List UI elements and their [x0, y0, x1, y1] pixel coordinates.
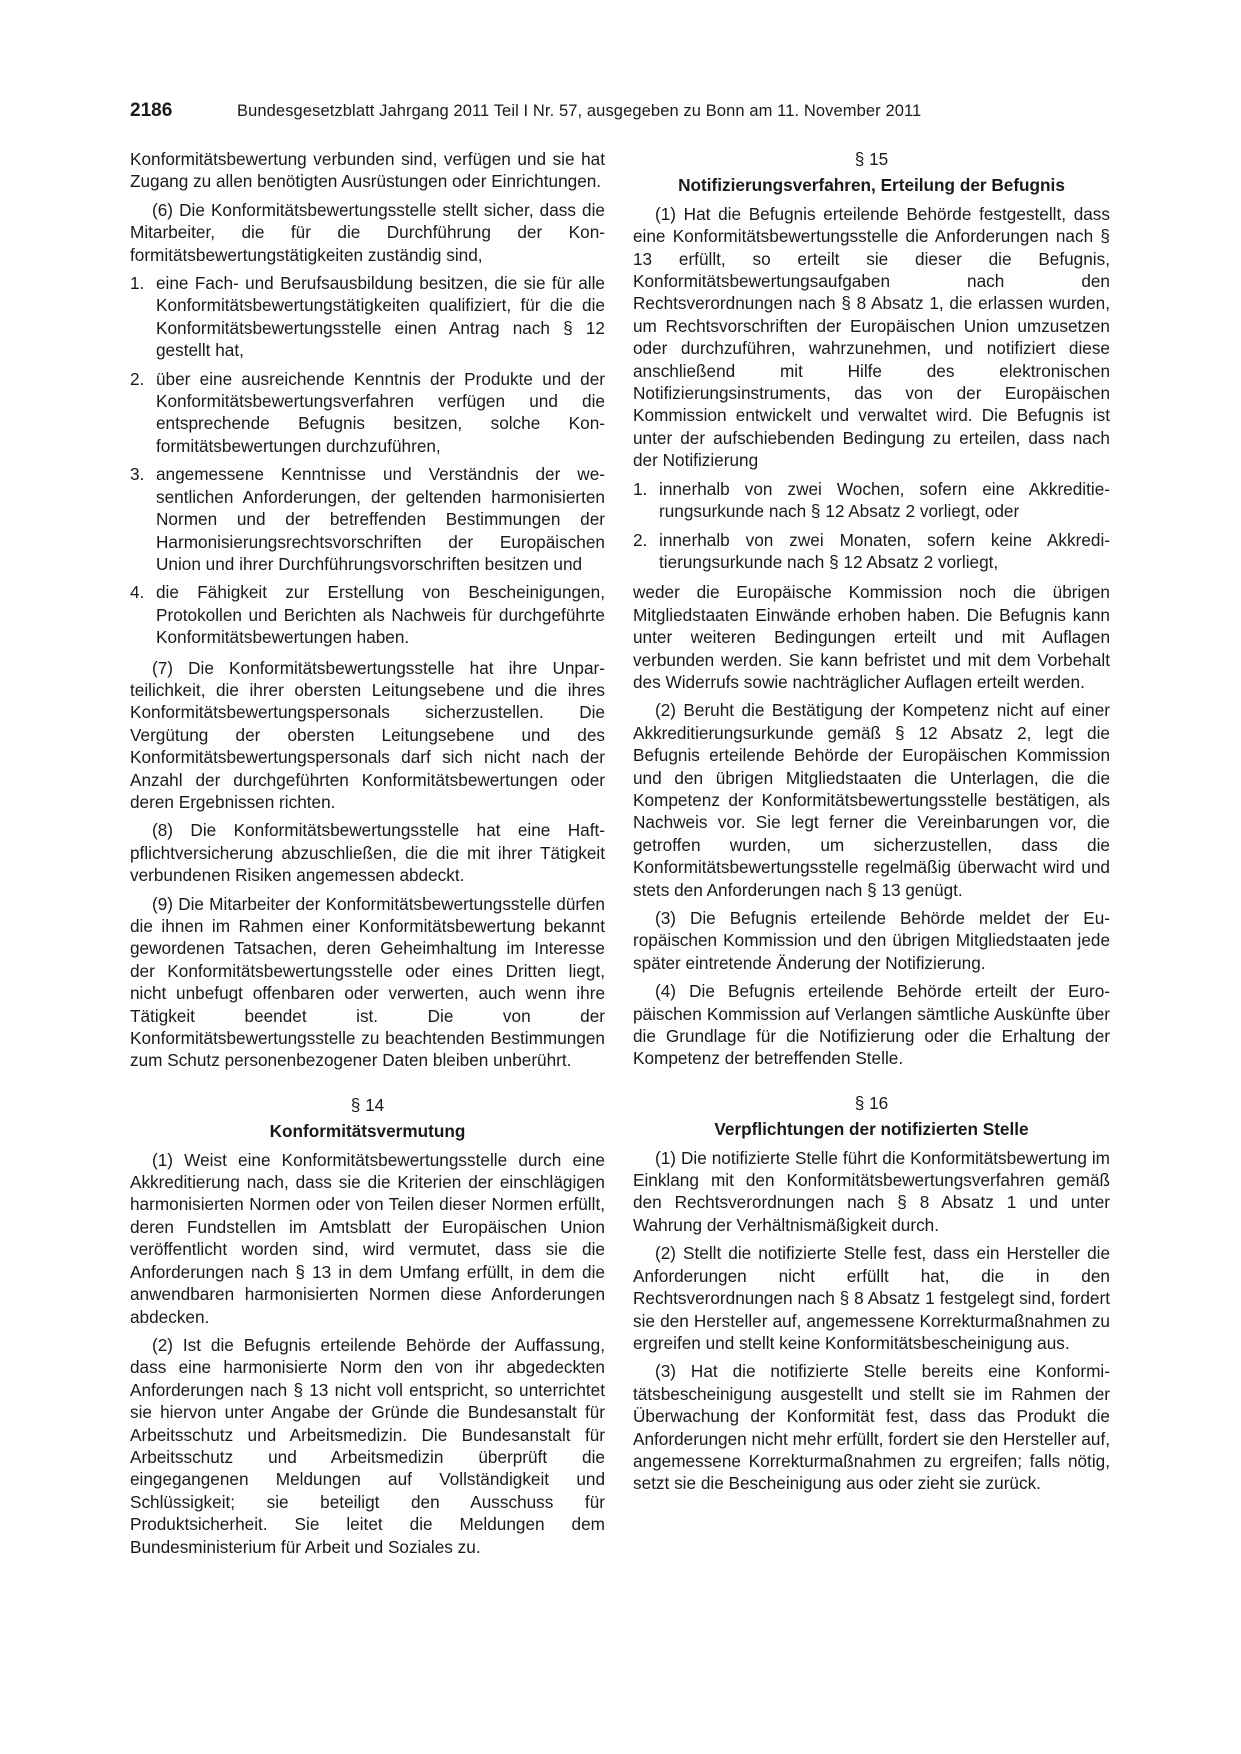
section-16-paragraph-3: (3) Hat die notifizierte Stelle bereits eine Konformitätsbescheinigung ausgestellt und stellt sie im Rahmen der Überwachung der Konformität fest, dass das Produkt die Anforderungen nicht mehr erfüllt, fordert sie den Hersteller auf, angemessene Korrekturmaßnahmen zu ergreifen; falls nötig, setzt sie die Bescheinigung aus oder zieht sie zurück.	[633, 1361, 1110, 1494]
section-16-number: § 16	[854, 1092, 889, 1113]
paragraph-9: (9) Die Mitarbeiter der Konformitätsbewertungsstelle dürfen die ihnen im Rahmen einer Konformitätsbewertung bekannt gewordenen Tatsachen, deren Geheimhaltung im Interesse der Konformitätsbewertungsstelle oder eines Dritten liegt, nicht unbefugt offenbaren oder verwerten, auch wenn ihre Tätigkeit beendet ist. Die von der Konformitätsbewertungsstelle zu beachtenden Bestimmungen zum Schutz personenbezogener Daten bleiben unberührt.	[130, 893, 605, 1071]
list-number: 2.	[130, 368, 145, 389]
list-item	[130, 272, 605, 362]
list-text: innerhalb von zwei Wochen, sofern eine Akkreditierungsurkunde nach § 12 Absatz 2 vorliegt, oder	[659, 478, 1110, 522]
section-15-paragraph-3: (3) Die Befugnis erteilende Behörde meldet der Europäischen Kommission und den übrigen Mitgliedstaaten jede später eintretende Änderung der Notifizierung.	[633, 908, 1110, 973]
left-column	[130, 148, 605, 1564]
paragraph-6-intro: (6) Die Konformitätsbewertungsstelle stellt sicher, dass die Mitarbeiter, die für die Durchführung der Konformitätsbewertungstätigkeiten zuständig sind,	[130, 199, 605, 265]
section-16-paragraph-2: (2) Stellt die notifizierte Stelle fest, dass ein Hersteller die Anforderungen nicht erfüllt hat, die in den Rechtsverordnungen nach § 8 Absatz 1 festgelegt sind, fordert sie den Hersteller auf, angemessene Korrekturmaßnahmen zu ergreifen und stellt keine Konformitätsbescheinigung aus.	[633, 1243, 1110, 1353]
list-text: angemessene Kenntnisse und Verständnis der wesentlichen Anforderungen, der geltenden harmonisierten Normen und der betreffenden Bestimmungen der Harmonisierungsrechtsvorschriften der Europäischen Union und ihrer Durchführungsvorschriften besitzen und	[156, 464, 605, 574]
list-text: eine Fach- und Berufsausbildung besitzen, die sie für alle Konformitätsbewertungstätigkeiten qualifiziert, für die die Konformitätsbewertungsstelle einen Antrag nach § 12 gestellt hat,	[156, 273, 605, 361]
section-14-paragraph-1: (1) Weist eine Konformitätsbewertungsstelle durch eine Akkreditierung nach, dass sie die Kriterien der einschlägigen harmonisierten Normen oder von Teilen dieser Normen erfüllt, deren Fundstellen im Amtsblatt der Europäischen Union veröffentlicht worden sind, wird vermutet, dass sie die Anforderungen nach § 13 in dem Umfang erfüllt, in dem die anwendbaren harmonisierten Normen diese Anforderungen abdecken.	[130, 1149, 605, 1327]
page-header	[130, 100, 1110, 130]
section-15-paragraph-1-continuation: weder die Europäische Kommission noch die übrigen Mitgliedstaaten Einwände erhoben haben. Die Befugnis kann unter weiteren Bedingungen erteilt und mit Auflagen verbunden werden. Sie kann befristet und mit dem Vorbehalt des Widerrufs sowie nachträglicher Auflagen erteilt werden.	[633, 582, 1110, 692]
list-text: innerhalb von zwei Monaten, sofern keine Akkreditierungsurkunde nach § 12 Absatz 2 vorliegt,	[659, 529, 1110, 572]
paragraph-8: (8) Die Konformitätsbewertungsstelle hat eine Haftpflichtversicherung abzuschließen, die die mit ihrer Tätigkeit verbundenen Risiken angemessen abdeckt.	[130, 820, 605, 886]
list-number: 4.	[130, 582, 145, 603]
list-text: die Fähigkeit zur Erstellung von Bescheinigungen, Protokollen und Berichten als Nachweis für durchgeführte Konformitätsbewertungen haben.	[156, 582, 605, 648]
list-item	[633, 478, 1110, 523]
list-number: 1.	[130, 273, 145, 294]
page-number: 2186	[130, 100, 173, 121]
list-number: 2.	[633, 529, 648, 550]
paragraph-6-list	[130, 272, 605, 649]
paragraph-7: (7) Die Konformitätsbewertungsstelle hat ihre Unparteilichkeit, die ihrer obersten Leitungsebene und die ihres Konformitätsbewertungspersonals sicherzustellen. Die Vergütung der obersten Leitungsebene und des Konformitätsbewertungspersonals darf sich nicht nach der Anzahl der durchgeführten Konformitätsbewertungen oder deren Ergebnissen richten.	[130, 657, 605, 812]
list-item	[130, 463, 605, 575]
paragraph-continuation: Konformitätsbewertung verbunden sind, verfügen und sie hat Zugang zu allen benötigten Ausrüstungen oder Einrichtungen.	[130, 149, 605, 192]
section-15-paragraph-2: (2) Beruht die Bestätigung der Kompetenz nicht auf einer Akkreditierungsurkunde gemäß § 12 Absatz 2, legt die Befugnis erteilende Behörde der Europäischen Kommission und den übrigen Mitgliedstaaten die Unterlagen, die die Kompetenz der Konformitätsbewertungsstelle bestätigen, als Nachweis vor. Sie legt ferner die Vereinbarungen vor, die getroffen wurden, um sicherzustellen, dass die Konformitätsbewertungsstelle regelmäßig überwacht wird und stets den Anforderungen nach § 13 genügt.	[633, 700, 1110, 900]
section-16-paragraph-1: (1) Die notifizierte Stelle führt die Konformitätsbewertung im Einklang mit den Konformitätsbewertungsverfahren gemäß den Rechtsverordnungen nach § 8 Absatz 1 und unter Wahrung der Verhältnismäßigkeit durch.	[633, 1147, 1110, 1235]
section-15-paragraph-1: (1) Hat die Befugnis erteilende Behörde festgestellt, dass eine Konformitätsbewertungsstelle die Anforderungen nach § 13 erfüllt, so erteilt sie dieser die Befugnis, Konformitätsbewertungsaufgaben nach den Rechtsverordnungen nach § 8 Absatz 1, die erlassen wurden, um Rechtsvorschriften der Europäischen Union umzusetzen oder durchzuführen, wahrzunehmen, und notifiziert diese anschließend mit Hilfe des elektronischen Notifizierungsinstruments, das von der Europäischen Kommission entwickelt und verwaltet wird. Die Befugnis ist unter der aufschiebenden Bedingung zu erteilen, dass nach der Notifizierung	[633, 203, 1110, 471]
list-number: 3.	[130, 464, 145, 485]
section-15-title: Notifizierungsverfahren, Erteilung der Befugnis	[678, 175, 1065, 196]
section-15-list	[633, 478, 1110, 574]
section-15-paragraph-4: (4) Die Befugnis erteilende Behörde erteilt der Europäischen Kommission auf Verlangen sämtliche Auskünfte über die Grundlage für die Notifizierung oder die Erhaltung der Kompetenz der betreffenden Stelle.	[633, 981, 1110, 1069]
list-item	[633, 529, 1110, 574]
list-item	[130, 581, 605, 648]
section-15-number: § 15	[854, 149, 889, 169]
list-number: 1.	[633, 478, 648, 499]
section-14-paragraph-2: (2) Ist die Befugnis erteilende Behörde der Auffassung, dass eine harmonisierte Norm den von ihr abgedeckten Anforderungen nach § 13 nicht voll entspricht, so unterrichtet sie hiervon unter Angabe der Gründe die Bundesanstalt für Arbeitsschutz und Arbeitsmedizin. Die Bundesanstalt für Arbeitsschutz und Arbeitsmedizin überprüft die eingegangenen Meldungen auf Vollständigkeit und Schlüssigkeit; sie beteiligt den Ausschuss für Produktsicherheit. Sie leitet die Meldungen dem Bundesministerium für Arbeit und Soziales zu.	[130, 1334, 605, 1557]
section-16-title: Verpflichtungen der notifizierten Stelle	[714, 1119, 1029, 1140]
running-title: Bundesgesetzblatt Jahrgang 2011 Teil I Nr. 57, ausgegeben zu Bonn am 11. November 2011	[237, 102, 922, 120]
list-text: über eine ausreichende Kenntnis der Produkte und der Konformitätsbewertungsverfahren verfügen und die entsprechende Befugnis besitzen, solche Konformitätsbewertungen durchzuführen,	[156, 368, 605, 456]
section-14-number: § 14	[350, 1094, 385, 1115]
right-column	[633, 148, 1110, 1501]
list-item	[130, 368, 605, 458]
section-14-title: Konformitätsvermutung	[269, 1121, 466, 1142]
